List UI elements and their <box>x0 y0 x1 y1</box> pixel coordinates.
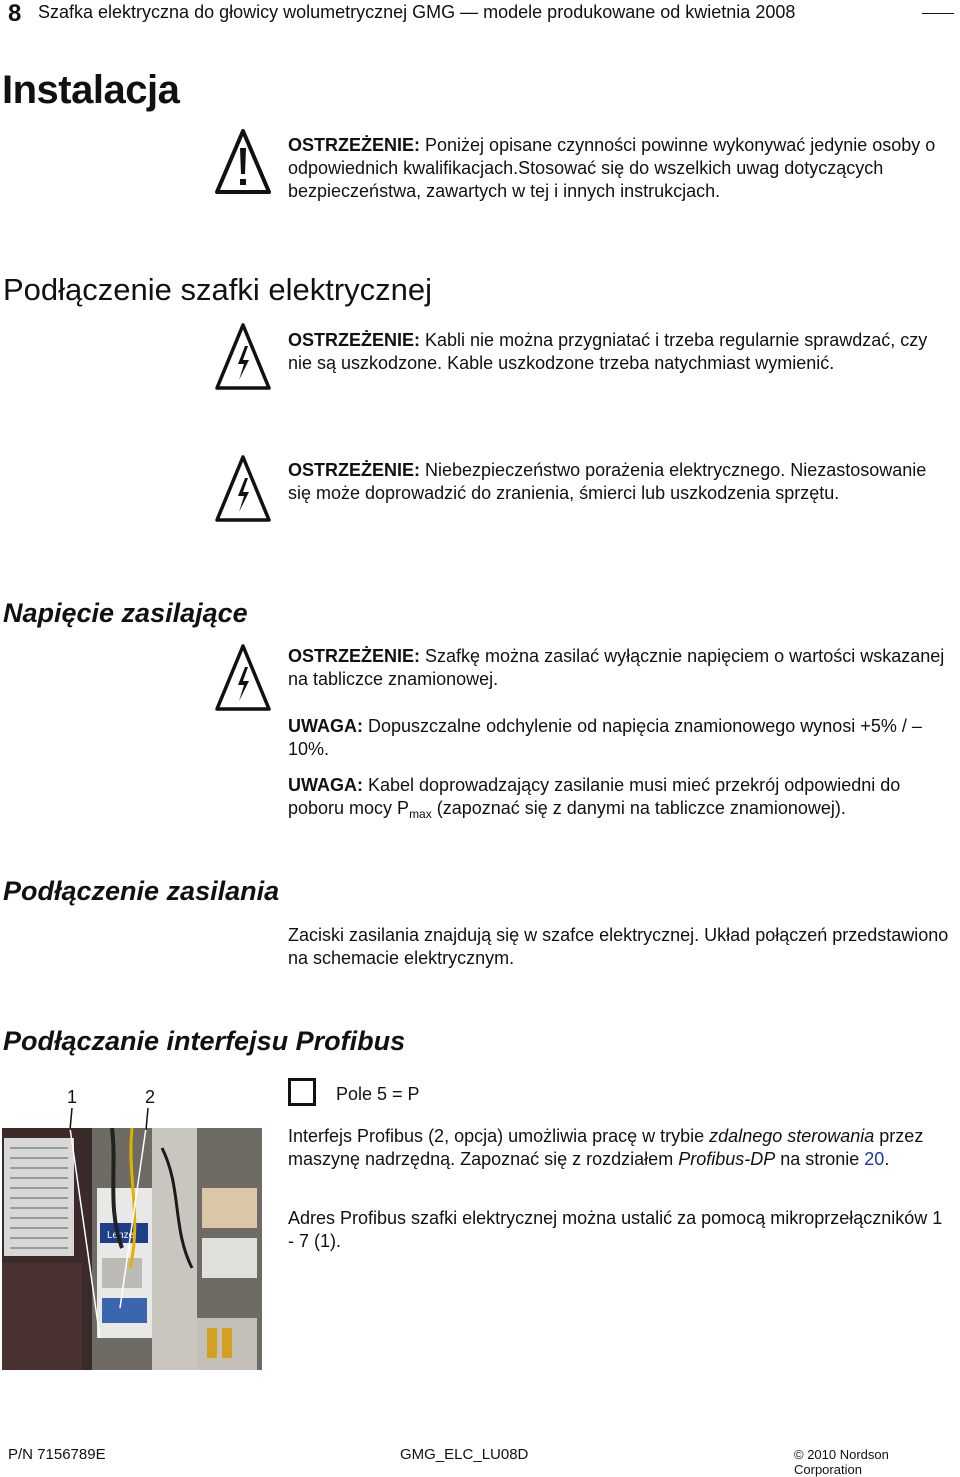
warning-text: Poniżej opisane czynności powinne wykonywać jedynie osoby o odpowiednich kwalifikacjach.Stosować się do wszelkich uwag dotyczących bezpieczeństwa, zawartych w tej i innych instrukcjach. <box>288 135 936 201</box>
page-title: Instalacja <box>2 68 180 112</box>
note-tolerance <box>288 715 953 761</box>
warning-cables <box>288 329 953 375</box>
note-cable <box>288 774 953 826</box>
text: . <box>884 1149 890 1169</box>
footer-doc-code: GMG_ELC_LU08D <box>400 1446 529 1463</box>
callout-2: 2 <box>145 1087 156 1107</box>
power-paragraph: Zaciski zasilania znajdują się w szafce elektrycznej. Układ połączeń przedstawiono na schemacie elektrycznym. <box>288 925 949 968</box>
warning-intro <box>288 134 953 203</box>
note-text-end: (zapoznać się z danymi na tabliczce znamionowej). <box>431 798 846 818</box>
warning-label: OSTRZEŻENIE: <box>288 330 421 350</box>
device-label: Lenze <box>107 1230 135 1241</box>
note-label: UWAGA: <box>288 716 363 736</box>
electrical-hazard-icon <box>214 454 272 524</box>
setting-box-icon <box>288 1078 316 1106</box>
page-link[interactable]: 20 <box>864 1149 885 1169</box>
profibus-paragraph-2: Adres Profibus szafki elektrycznej można ustalić za pomocą mikroprzełączników 1 - 7 (1). <box>288 1208 943 1251</box>
profibus-paragraph-1 <box>288 1125 953 1171</box>
warning-exclamation-icon <box>214 128 272 196</box>
warning-text: Kabli nie można przygniatać i trzeba regularnie sprawdzać, czy nie są uszkodzone. Kable uszkodzone trzeba natychmiast wymienić. <box>288 330 928 373</box>
text: Interfejs Profibus (2, opcja) umożliwia pracę w trybie <box>288 1126 710 1146</box>
warning-label: OSTRZEŻENIE: <box>288 135 421 155</box>
section-heading-voltage: Napięcie zasilające <box>3 598 248 628</box>
warning-text: Szafkę można zasilać wyłącznie napięciem o wartości wskazanej na tabliczce znamionowej. <box>288 646 945 689</box>
cabinet-photo <box>2 1128 262 1370</box>
warning-voltage <box>288 645 953 691</box>
warning-text: Niebezpieczeństwo porażenia elektrycznego. Niezastosowanie się może doprowadzić do zranienia, śmierci lub uszkodzenia sprzętu. <box>288 460 927 503</box>
text-italic: zdalnego sterowania <box>709 1126 875 1146</box>
text-italic: Profibus-DP <box>678 1149 776 1169</box>
text: na stronie <box>775 1149 865 1169</box>
cabinet-photo-drawing <box>2 1128 262 1370</box>
electrical-hazard-icon <box>214 322 272 392</box>
note-label: UWAGA: <box>288 775 363 795</box>
running-header: Szafka elektryczna do głowicy wolumetrycznej GMG — modele produkowane od kwietnia 2008 <box>38 2 796 22</box>
warning-label: OSTRZEŻENIE: <box>288 646 421 666</box>
header-rule <box>922 13 954 14</box>
note-text: Kabel doprowadzający zasilanie musi mieć przekrój odpowiedni do poboru mocy P <box>288 775 901 818</box>
note-text: Dopuszczalne odchylenie od napięcia znamionowego wynosi +5% / – 10%. <box>288 716 922 759</box>
warning-label: OSTRZEŻENIE: <box>288 460 421 480</box>
warning-shock <box>288 459 953 505</box>
callout-leader-lines <box>60 1108 170 1130</box>
section-heading-cabinet: Podłączenie szafki elektrycznej <box>3 272 433 307</box>
pole-setting: Pole 5 = P <box>336 1084 420 1104</box>
page-number: 8 <box>8 0 22 27</box>
note-subscript: max <box>409 807 432 821</box>
footer-copyright: © 2010 Nordson Corporation <box>794 1447 889 1477</box>
section-heading-power: Podłączenie zasilania <box>3 876 280 906</box>
section-heading-profibus: Podłączanie interfejsu Profibus <box>3 1026 406 1056</box>
electrical-hazard-icon <box>214 643 272 713</box>
callout-1: 1 <box>67 1087 78 1107</box>
text: przez maszynę nadrzędną. Zapoznać się z rozdziałem <box>288 1126 924 1169</box>
footer-part-number: P/N 7156789E <box>8 1446 106 1463</box>
